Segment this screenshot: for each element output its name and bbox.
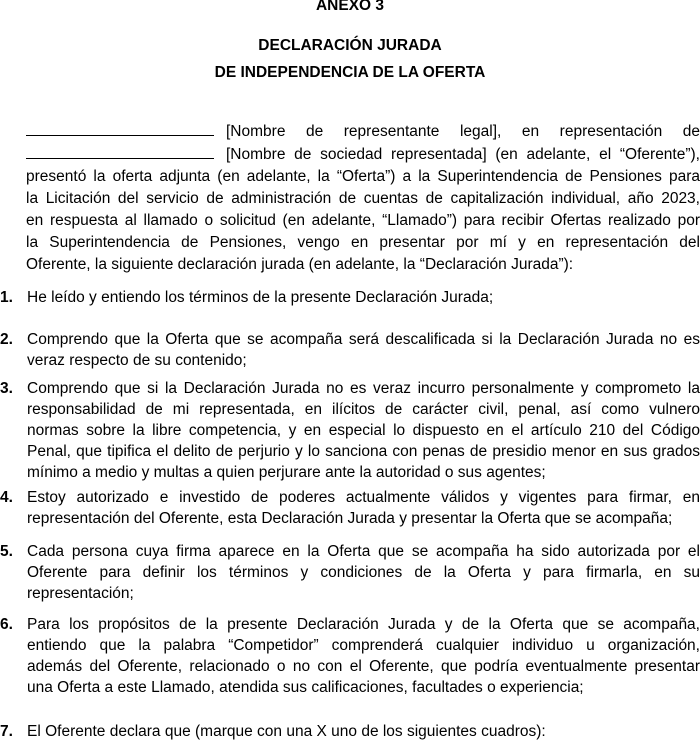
item-number: 1. [0, 289, 13, 306]
item-number: 3. [0, 380, 13, 397]
item-text: Cada persona cuya firma aparece en la Oferta que se acompaña ha sido autorizada por el Oferente para definir los términos y condiciones de la Oferta y para firmarla, en su representación; [27, 543, 700, 602]
item-text: Estoy autorizado e investido de poderes actualmente válidos y vigentes para firmar, en representación del Oferente, esta Declaración Jurada y presentar la Oferta que se acompaña; [27, 489, 700, 527]
item-text: Comprendo que la Oferta que se acompaña será descalificada si la Declaración Jurada no es veraz respecto de su contenido; [27, 331, 700, 369]
intro-line-7: Oferente, la siguiente declaración jurada (en adelante, la “Declaración Jurada”): [26, 256, 574, 273]
item-number: 2. [0, 331, 13, 348]
intro-line-5: en respuesta al llamado o solicitud (en adelante, “Llamado”) para recibir Ofertas realizado por [26, 212, 700, 229]
intro-line-6: la Superintendencia de Pensiones, vengo en presentar por mí y en representación del [26, 234, 700, 251]
item-number: 4. [0, 489, 13, 506]
intro-line-1: [Nombre de representante legal], en representación de [26, 120, 700, 143]
intro-line-4: la Licitación del servicio de administración de cuentas de capitalización individual, año 2023, [26, 190, 700, 207]
document-title: DECLARACIÓN JURADA [258, 37, 442, 54]
annex-heading: ANEXO 3 [315, 0, 385, 14]
item-number: 7. [0, 723, 13, 740]
document-subtitle: DE INDEPENDENCIA DE LA OFERTA [214, 64, 486, 81]
item-text: Para los propósitos de la presente Declaración Jurada y de la Oferta que se acompaña, entiendo que la palabra “Competidor” comprenderá cualquier individuo u organización, además del Oferente, relacionado o no con el Oferente, que podría eventualmente presentar una Oferta a este Llamado, atendida sus calificaciones, facultades o experiencia; [27, 616, 700, 696]
item-text: Comprendo que si la Declaración Jurada no es veraz incurro personalmente y comprometo la responsabilidad de mi representada, en ilícitos de carácter civil, penal, así como vulnero normas sobre la libre competencia, y en especial lo dispuesto en el artículo 210 del Código Penal, que tipifica el delito de perjurio y lo sanciona con penas de presidio menor en sus grados mínimo a medio y multas a quien perjurare ante la autoridad o sus agentes; [27, 380, 700, 481]
item-number: 6. [0, 616, 13, 633]
intro-line-2: [Nombre de sociedad representada] (en adelante, el “Oferente”), [26, 143, 700, 166]
item-text: El Oferente declara que (marque con una X uno de los siguientes cuadros): [27, 723, 546, 740]
intro-paragraph [26, 120, 700, 276]
item-number: 5. [0, 543, 13, 560]
intro-line-3: presentó la oferta adjunta (en adelante, la “Oferta”) a la Superintendencia de Pensiones para [26, 168, 700, 185]
representative-name-blank [26, 120, 214, 136]
item-text: He leído y entiendo los términos de la presente Declaración Jurada; [27, 289, 494, 306]
company-name-blank [26, 143, 214, 159]
